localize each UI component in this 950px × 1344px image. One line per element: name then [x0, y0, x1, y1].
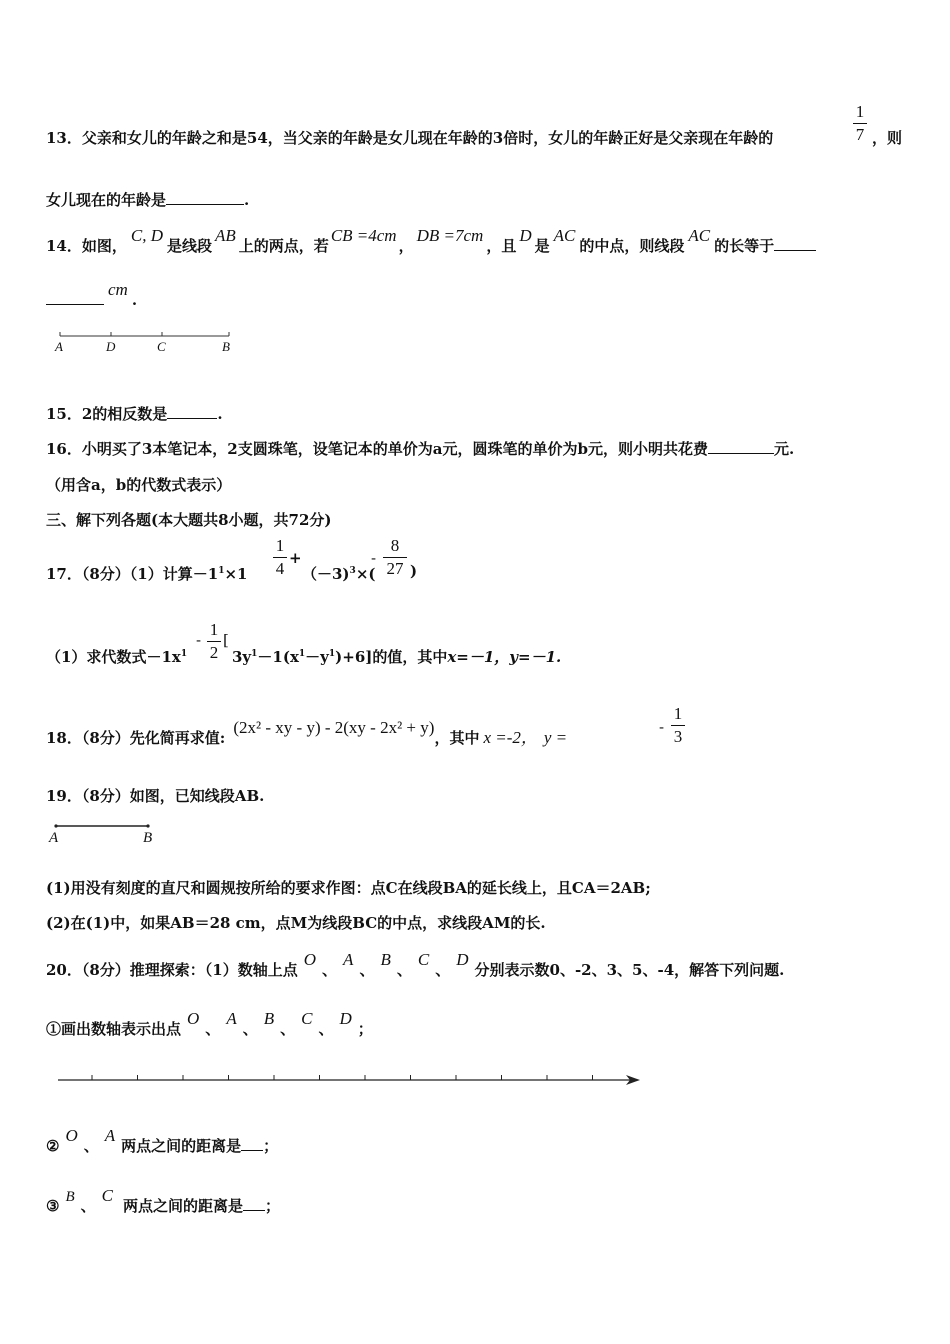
section3-title: 三、解下列各题(本大题共8小题，共72分): [46, 511, 332, 529]
q17b-line-a: [46, 644, 187, 667]
q17b-fraction: [207, 620, 221, 663]
q15-end: .: [217, 405, 223, 423]
q20-s1-end: ；: [357, 1020, 373, 1038]
q19-part1: (1)用没有刻度的直尺和圆规按所给的要求作图：点C在线段BA的延长线上，且CA＝2AB;: [46, 879, 651, 897]
q14-t5: 的中点，则线段: [579, 237, 685, 255]
q14-t1: 是线段: [167, 237, 213, 255]
q17-close: ): [410, 562, 418, 580]
q17-frac1-num: 1: [275, 536, 285, 555]
q13-frac-num: 1: [855, 102, 865, 121]
q15-text: 15．2的相反数是: [46, 405, 168, 423]
q13-text-end: ，则: [872, 129, 903, 147]
q17b-neg: -: [196, 631, 202, 649]
q13-frac-den: 7: [855, 125, 865, 144]
q20-s1-sep-1: 、: [205, 1020, 221, 1038]
q18-frac-num: 1: [673, 704, 683, 723]
q20-sep-1: 、: [322, 961, 338, 979]
q20-pt-b: B: [380, 950, 391, 969]
q13-line2: [46, 190, 249, 210]
q20-number-line: [56, 1070, 646, 1090]
q20-s1-sep-3: 、: [280, 1020, 296, 1038]
q18-line: [46, 718, 568, 748]
q15-line: [46, 404, 223, 424]
q14-cd: C, D: [130, 226, 163, 245]
q17b-text-d: －y: [305, 648, 329, 666]
q16-end: 元.: [773, 440, 795, 458]
q14-fig-label-d: D: [106, 339, 116, 354]
q18-frac-bar: [671, 725, 685, 726]
q14-fig-label-a: A: [55, 339, 63, 354]
q14-answer-blank-b[interactable]: [46, 290, 104, 305]
q13-label: 13．: [46, 129, 82, 147]
q20-pt-a: A: [343, 950, 354, 969]
q20-s3-pt-c: C: [101, 1186, 113, 1205]
q18-neg: -: [659, 718, 665, 736]
q16-text: 16．小明买了3本笔记本，2支圆珠笔，设笔记本的单价为a元，圆珠笔的单价为b元，则小明共花费: [46, 440, 708, 458]
q14-db-eq: DB =7cm: [416, 226, 484, 245]
q18-x-eq: x =-2，: [483, 728, 538, 747]
q17b-exp-a: 1: [180, 649, 188, 659]
q20-s2-pt-a: A: [104, 1126, 116, 1145]
q14-t6: 的长等于: [714, 237, 775, 255]
q20-s1-pt-a: A: [226, 1009, 237, 1028]
q20-sep-4: 、: [435, 961, 451, 979]
q20-pt-o: O: [303, 950, 317, 969]
q16-line2: （用含a，b的代数式表示）: [46, 476, 232, 494]
q17-exp1: 1: [218, 566, 225, 576]
q20-text-b: 分别表示数0、-2、3、5、-4，解答下列问题.: [474, 961, 785, 979]
q20-s3-sep: 、: [80, 1197, 96, 1215]
q19-part2: (2)在(1)中，如果AB＝28 cm，点M为线段BC的中点，求线段AM的长.: [46, 914, 546, 932]
q14-ab: AB: [215, 226, 236, 245]
q17b-text-b: 3y: [232, 648, 252, 666]
q17b-text-c: －1(x: [257, 648, 299, 666]
q17-text-c: （－3): [302, 565, 350, 583]
q13-fraction: [853, 102, 867, 145]
q20-s1-pt-o: O: [187, 1009, 200, 1028]
q18-frac-den: 3: [673, 727, 683, 746]
q17-line-b: [302, 561, 375, 584]
q17b-text-e: )+6]的值，其中: [335, 648, 448, 666]
q19-endpoint-b: [146, 824, 149, 827]
q20-line: [46, 950, 785, 980]
q14-comma: ，: [398, 237, 414, 255]
q14-t2: 上的两点，若: [238, 237, 329, 255]
q17b-frac-den: 2: [209, 643, 219, 662]
q20-s2-end: ；: [263, 1137, 279, 1155]
q17-frac2-bar: [383, 557, 407, 558]
q20-s1-text: ①画出数轴表示出点: [46, 1020, 182, 1038]
q17-frac2-den: 27: [386, 559, 404, 578]
q14-label: 14．如图，: [46, 237, 127, 255]
q20-s2-sep: 、: [83, 1137, 99, 1155]
q20-s3-label: ③: [46, 1197, 60, 1215]
q17b-frac-num: 1: [209, 620, 219, 639]
q17b-line-b: [232, 644, 561, 667]
q14-end: .: [131, 291, 138, 309]
q20-axis-ticks: [92, 1075, 593, 1080]
q19-label: 19．（8分）如图，已知线段AB.: [46, 787, 265, 805]
q13-line1: [46, 128, 773, 148]
q14-unit: cm: [108, 280, 128, 299]
q17b-frac-bar: [207, 641, 221, 642]
q17b-exp-d: 1: [328, 649, 336, 659]
q14-fig-label-b: B: [222, 339, 230, 354]
q20-s1-pt-d: D: [339, 1009, 352, 1028]
q17-text-a: 17．（8分）（1）计算－1: [46, 565, 219, 583]
q17b-x-eq: x=－1，y=－1.: [447, 648, 562, 666]
q20-s3-end: ；: [265, 1197, 281, 1215]
q17b-bracket: [: [223, 631, 229, 649]
q17-frac1-den: 4: [275, 559, 285, 578]
q17b-text-a: （1）求代数式－1x: [46, 648, 181, 666]
q14-line2: [46, 280, 138, 310]
q18-t: ，其中: [434, 729, 480, 747]
q17-exp3: 3: [349, 566, 356, 576]
q14-segment-figure: [56, 330, 236, 342]
q20-s2-pt-o: O: [65, 1126, 78, 1145]
q14-line1: [46, 226, 816, 256]
q14-ac: AC: [553, 226, 576, 245]
q20-s3-text: 两点之间的距离是: [122, 1197, 243, 1215]
q13-frac-bar: [853, 123, 867, 124]
q14-d: D: [519, 226, 532, 245]
q13-line2-text: 女儿现在的年龄是: [46, 191, 167, 209]
q17-frac2-num: 8: [390, 536, 400, 555]
q14-answer-blank-a[interactable]: [774, 236, 816, 251]
q17-line: [46, 561, 247, 584]
q20-step3: [46, 1186, 281, 1217]
q19-fig-label-b: B: [143, 830, 153, 846]
q18-fraction: [671, 704, 685, 747]
q20-sep-2: 、: [359, 961, 375, 979]
q20-pt-c: C: [417, 950, 430, 969]
q20-sep-3: 、: [396, 961, 412, 979]
q17-text-b: ×1: [224, 565, 248, 583]
q20-s2-label: ②: [46, 1137, 60, 1155]
q13-text: 父亲和女儿的年龄之和是54，当父亲的年龄是女儿现在年龄的3倍时，女儿的年龄正好是父亲现在年龄的: [81, 129, 774, 147]
q17-fraction-2: [383, 536, 407, 579]
q20-s2-text: 两点之间的距离是: [121, 1137, 242, 1155]
q14-t3: ，且: [486, 237, 517, 255]
q17-frac1-bar: [273, 557, 287, 558]
q20-s2-answer-blank[interactable]: [241, 1136, 263, 1151]
q14-cb-eq: CB =4cm: [330, 226, 397, 245]
q16-answer-blank[interactable]: [708, 439, 774, 454]
q20-s3-answer-blank[interactable]: [243, 1196, 265, 1211]
q15-answer-blank[interactable]: [167, 404, 217, 419]
q17-plus: +: [289, 549, 302, 567]
q17-fraction-1: [273, 536, 287, 579]
q20-s1-sep-2: 、: [242, 1020, 258, 1038]
q17-text-d: ×(: [355, 565, 376, 583]
q14-ac2: AC: [688, 226, 711, 245]
q17b-exp-c: 1: [298, 649, 306, 659]
q13-answer-blank[interactable]: [166, 190, 244, 205]
q20-s1-pt-b: B: [263, 1009, 275, 1028]
q20-step2: [46, 1126, 279, 1156]
q19-fig-label-a: A: [49, 830, 59, 846]
q20-pt-d: D: [456, 950, 469, 969]
q14-fig-label-c: C: [157, 339, 166, 354]
q20-s1-sep-4: 、: [318, 1020, 334, 1038]
q17b-exp-b: 1: [251, 649, 258, 659]
q20-s1-pt-c: C: [301, 1009, 313, 1028]
q14-t4: 是: [534, 237, 550, 255]
q20-text-a: 20．（8分）推理探索：（1）数轴上点: [46, 961, 298, 979]
q19-endpoint-a: [54, 824, 57, 827]
q20-s3-pt-b: B: [65, 1189, 75, 1205]
q19-segment-figure: [54, 820, 154, 832]
q20-step1: [46, 1009, 373, 1039]
q18-label: 18．（8分）先化简再求值:: [46, 729, 226, 747]
q17-neg: -: [371, 549, 377, 567]
q16-line1: [46, 439, 794, 459]
q18-y-eq: y =: [543, 728, 568, 747]
q13-end: .: [244, 191, 250, 209]
q18-expression: (2x² - xy - y) - 2(xy - 2x² + y): [233, 718, 435, 737]
